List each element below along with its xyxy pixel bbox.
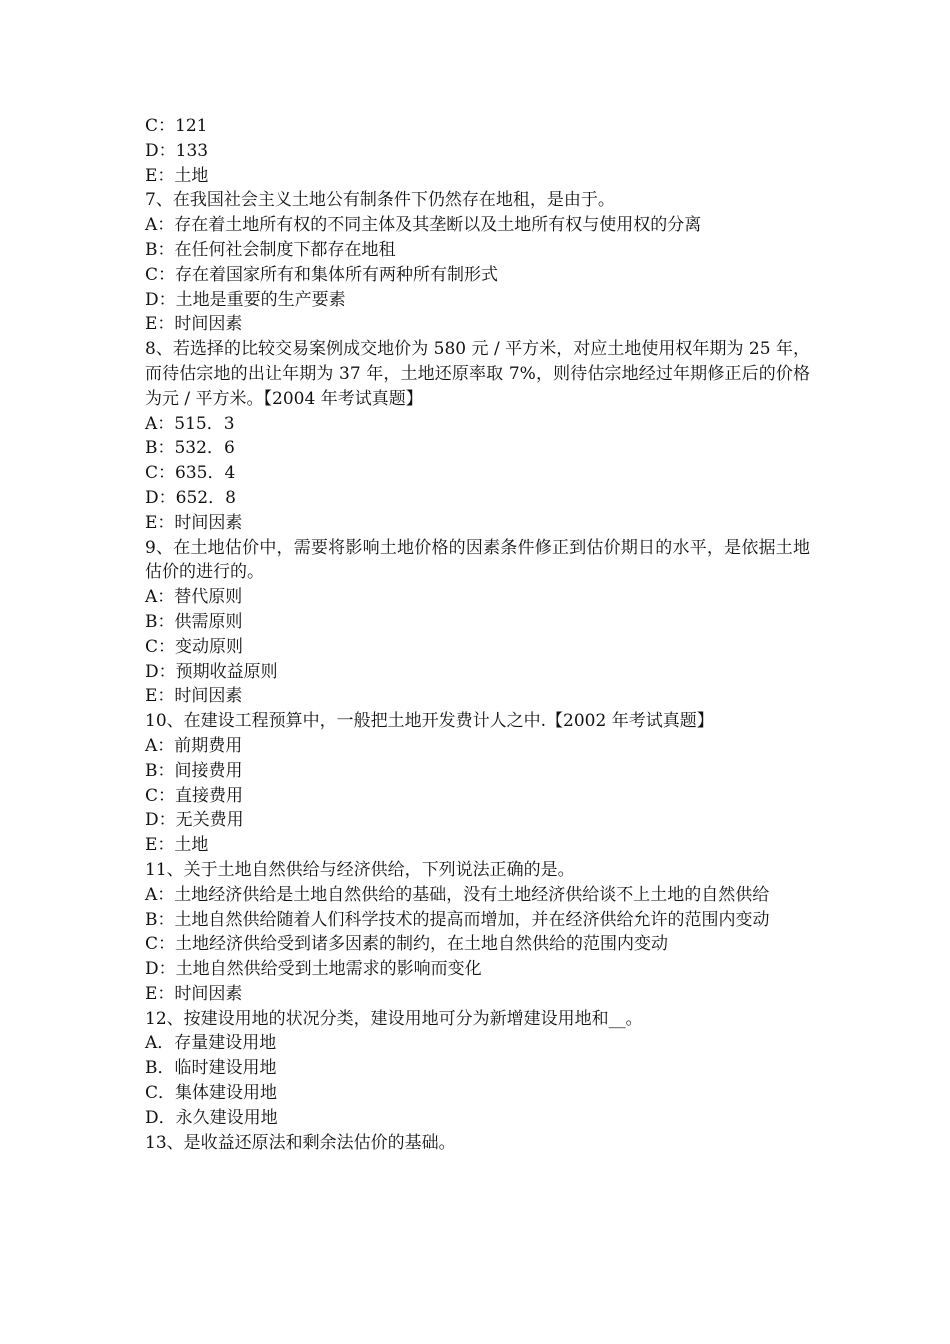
option-e: E：时间因素 [145, 983, 243, 1004]
question-7: 7、在我国社会主义土地公有制条件下仍然存在地租，是由于。 [145, 190, 615, 211]
option-c: C：存在着国家所有和集体所有两种所有制形式 [145, 264, 499, 285]
option-d: D：土地自然供给受到土地需求的影响而变化 [145, 959, 482, 980]
option-d: D：133 [145, 140, 209, 161]
option-a: A：前期费用 [145, 735, 243, 756]
option-a: A：515．3 [145, 413, 235, 434]
option-b: B．临时建设用地 [145, 1058, 277, 1079]
option-e: E：时间因素 [145, 314, 243, 335]
option-b: B：在任何社会制度下都存在地租 [145, 239, 396, 260]
option-d: D．永久建设用地 [145, 1107, 278, 1128]
option-e: E：时间因素 [145, 512, 243, 533]
question-12: 12、按建设用地的状况分类，建设用地可分为新增建设用地和__。 [145, 1008, 643, 1029]
question-11: 11、关于土地自然供给与经济供给，下列说法正确的是。 [145, 859, 575, 880]
question-10: 10、在建设工程预算中，一般把土地开发费计人之中.【2002 年考试真题】 [145, 711, 714, 732]
option-d: D：预期收益原则 [145, 661, 278, 682]
document-body [145, 114, 810, 1155]
option-b: B：土地自然供给随着人们科学技术的提高而增加，并在经济供给允许的范围内变动 [145, 909, 770, 930]
option-a: A：土地经济供给是土地自然供给的基础，没有土地经济供给谈不上土地的自然供给 [145, 884, 770, 905]
option-e: E：时间因素 [145, 686, 243, 707]
question-9: 9、在土地估价中，需要将影响土地价格的因素条件修正到估价期日的水平，是依据土地估价的进行的。 [145, 537, 810, 583]
option-a: A．存量建设用地 [145, 1033, 277, 1054]
option-a: A：替代原则 [145, 587, 243, 608]
option-b: B：间接费用 [145, 760, 243, 781]
question-13: 13、是收益还原法和剩余法估价的基础。 [145, 1132, 456, 1153]
question-8: 8、若选择的比较交易案例成交地价为 580 元 / 平方米，对应土地使用权年期为 25 年，而待估宗地的出让年期为 37 年，土地还原率取 7%，则待估宗地经过年期修正后的价格为元 / 平方米。【2004 年考试真题】 [145, 339, 810, 409]
option-d: D：652．8 [145, 487, 236, 508]
option-d: D：无关费用 [145, 810, 244, 831]
option-d: D：土地是重要的生产要素 [145, 289, 346, 310]
option-c: C：变动原则 [145, 636, 244, 657]
option-b: B：供需原则 [145, 611, 243, 632]
option-c: C．集体建设用地 [145, 1083, 278, 1104]
option-c: C：直接费用 [145, 785, 244, 806]
option-c: C：635．4 [145, 463, 236, 484]
option-b: B：532．6 [145, 438, 235, 459]
option-e: E：土地 [145, 165, 209, 186]
option-c: C：121 [145, 116, 208, 136]
option-a: A：存在着土地所有权的不同主体及其垄断以及土地所有权与使用权的分离 [145, 215, 702, 236]
option-c: C：土地经济供给受到诸多因素的制约，在土地自然供给的范围内变动 [145, 934, 669, 955]
option-e: E：土地 [145, 835, 209, 856]
